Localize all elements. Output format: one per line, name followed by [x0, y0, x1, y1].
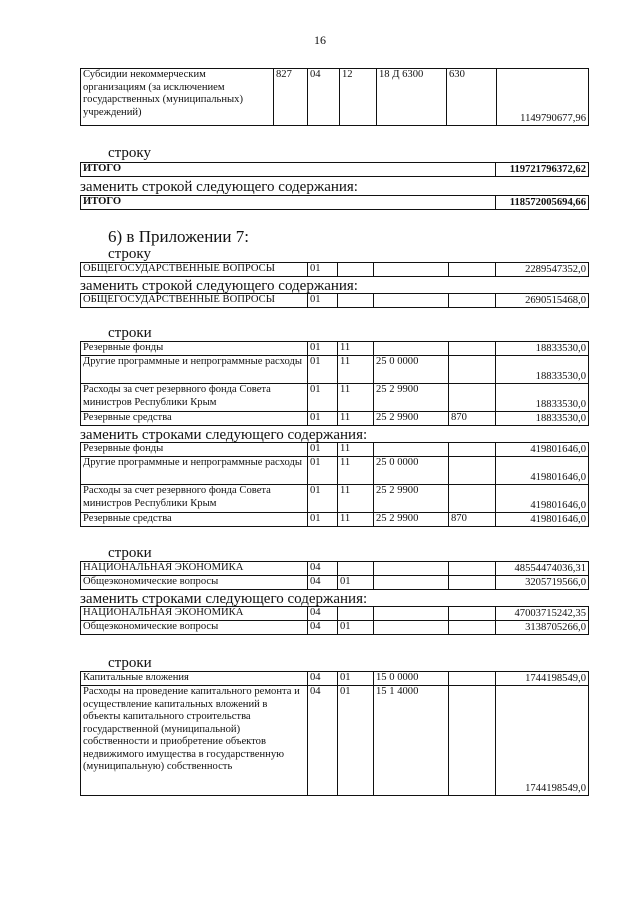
cell-c3: 25 0 0000	[374, 457, 449, 485]
cell-value: 119721796372,62	[496, 163, 589, 177]
row-name: Общеэкономические вопросы	[81, 621, 308, 635]
table-row	[81, 443, 589, 457]
top-table-section	[80, 68, 589, 126]
cell-c3: 15 0 0000	[374, 672, 449, 686]
row-name: ОБЩЕГОСУДАРСТВЕННЫЕ ВОПРОСЫ	[81, 294, 308, 308]
label-stroki: строки	[108, 655, 152, 671]
table-row	[81, 686, 589, 796]
cell-c1: 01	[308, 412, 338, 426]
cell-c2: 11	[338, 412, 374, 426]
cell-c3	[374, 576, 449, 590]
cell-value: 419801646,0	[496, 485, 589, 513]
row-name: НАЦИОНАЛЬНАЯ ЭКОНОМИКА	[81, 562, 308, 576]
label-stroki: строки	[108, 325, 152, 341]
cell-c1: 01	[308, 356, 338, 384]
appendix7-new-table	[80, 293, 589, 308]
appendix-heading: 6) в Приложении 7:	[108, 227, 249, 246]
cell-c1: 04	[308, 621, 338, 635]
table-row	[81, 69, 589, 126]
cell-c1: 04	[308, 576, 338, 590]
cell-c3: 25 2 9900	[374, 412, 449, 426]
cell-c2	[338, 294, 374, 308]
cell-value: 3138705266,0	[496, 621, 589, 635]
cell-c4: 18 Д 6300	[377, 69, 447, 126]
row-name: Капитальные вложения	[81, 672, 308, 686]
row-name: Субсидии некоммерческим организациям (за исключением государственных (муниципальных) учреждений)	[81, 69, 274, 126]
cell-c2: 11	[338, 443, 374, 457]
table-row	[81, 263, 589, 277]
cell-c4	[449, 672, 496, 686]
replace-label: заменить строками следующего содержания:	[80, 427, 368, 443]
cell-c4	[449, 562, 496, 576]
cell-c3	[374, 562, 449, 576]
itogo-section	[80, 146, 589, 210]
cell-c4	[449, 607, 496, 621]
label-stroku: строку	[108, 246, 151, 262]
cell-c1: 827	[274, 69, 308, 126]
cell-c4	[449, 384, 496, 412]
cell-value: 47003715242,35	[496, 607, 589, 621]
table-row	[81, 163, 589, 177]
cell-c4	[449, 443, 496, 457]
economy-new-table	[80, 606, 589, 635]
cell-c3	[374, 263, 449, 277]
appendix7-section	[80, 228, 589, 308]
table-row	[81, 196, 589, 210]
cell-c3	[374, 342, 449, 356]
cell-c1: 01	[308, 485, 338, 513]
cell-value: 419801646,0	[496, 457, 589, 485]
cell-value: 2289547352,0	[496, 263, 589, 277]
cell-c2: 11	[338, 342, 374, 356]
cell-value: 1744198549,0	[496, 686, 589, 796]
cell-c2	[338, 263, 374, 277]
reserve-new-table	[80, 442, 589, 527]
cell-c3	[374, 621, 449, 635]
itogo-old-table	[80, 162, 589, 177]
cell-c2	[338, 607, 374, 621]
cell-value: 419801646,0	[496, 443, 589, 457]
label-stroki: строки	[108, 545, 152, 561]
table-row	[81, 576, 589, 590]
row-name: Резервные средства	[81, 513, 308, 527]
capital-table	[80, 671, 589, 796]
cell-value: 18833530,0	[496, 384, 589, 412]
cell-c3: 25 0 0000	[374, 356, 449, 384]
cell-c4	[449, 263, 496, 277]
table-row	[81, 342, 589, 356]
cell-c3: 25 2 9900	[374, 384, 449, 412]
cell-c3	[374, 607, 449, 621]
cell-c2	[338, 562, 374, 576]
cell-c3: 12	[340, 69, 377, 126]
table-row	[81, 513, 589, 527]
cell-c2: 11	[338, 485, 374, 513]
row-name: Резервные фонды	[81, 342, 308, 356]
cell-value: 118572005694,66	[496, 196, 589, 210]
economy-section	[80, 546, 589, 635]
cell-c4	[449, 485, 496, 513]
cell-value: 18833530,0	[496, 412, 589, 426]
row-name: НАЦИОНАЛЬНАЯ ЭКОНОМИКА	[81, 607, 308, 621]
row-name: ОБЩЕГОСУДАРСТВЕННЫЕ ВОПРОСЫ	[81, 263, 308, 277]
table-row	[81, 672, 589, 686]
row-name: Расходы за счет резервного фонда Совета министров Республики Крым	[81, 384, 308, 412]
cell-c2: 11	[338, 457, 374, 485]
cell-c1: 01	[308, 342, 338, 356]
cell-c3: 15 1 4000	[374, 686, 449, 796]
cell-c3: 25 2 9900	[374, 513, 449, 527]
cell-c1: 04	[308, 672, 338, 686]
table-row	[81, 607, 589, 621]
cell-value: 18833530,0	[496, 356, 589, 384]
cell-c4	[449, 576, 496, 590]
cell-c1: 01	[308, 384, 338, 412]
cell-c2: 01	[338, 686, 374, 796]
cell-c1: 01	[308, 513, 338, 527]
cell-c2: 01	[338, 672, 374, 686]
cell-c1: 04	[308, 686, 338, 796]
table-row	[81, 356, 589, 384]
row-name: Общеэкономические вопросы	[81, 576, 308, 590]
cell-c4	[449, 342, 496, 356]
cell-c4	[449, 457, 496, 485]
cell-value: 3205719566,0	[496, 576, 589, 590]
page-number: 16	[314, 33, 326, 47]
replace-label: заменить строкой следующего содержания:	[80, 179, 358, 195]
replace-label: заменить строкой следующего содержания:	[80, 278, 358, 294]
cell-c5: 630	[447, 69, 497, 126]
capital-section	[80, 656, 589, 796]
cell-c2: 01	[338, 621, 374, 635]
table-row	[81, 562, 589, 576]
cell-c4	[449, 621, 496, 635]
cell-value: 1744198549,0	[496, 672, 589, 686]
table-row	[81, 384, 589, 412]
cell-c2: 11	[338, 356, 374, 384]
cell-c3	[374, 294, 449, 308]
cell-c1: 01	[308, 443, 338, 457]
cell-c4: 870	[449, 513, 496, 527]
cell-c1: 04	[308, 562, 338, 576]
cell-c2: 11	[338, 513, 374, 527]
table-row	[81, 457, 589, 485]
replace-label: заменить строками следующего содержания:	[80, 591, 368, 607]
cell-c4: 870	[449, 412, 496, 426]
row-name: Расходы на проведение капитального ремонта и осуществление капитальных вложений в объекты капитального строительства государственной (муниципальной) собственности и приобретение объектов недвижимого имущества в государственную (муниципальную) собственность	[81, 686, 308, 796]
row-name: Расходы за счет резервного фонда Совета министров Республики Крым	[81, 485, 308, 513]
cell-value: 419801646,0	[496, 513, 589, 527]
row-name: Резервные средства	[81, 412, 308, 426]
cell-c1: 04	[308, 607, 338, 621]
cell-c2: 01	[338, 576, 374, 590]
cell-c1: 01	[308, 263, 338, 277]
cell-c1: 01	[308, 457, 338, 485]
cell-c2: 04	[308, 69, 340, 126]
cell-value: 18833530,0	[496, 342, 589, 356]
cell-c3	[374, 443, 449, 457]
cell-c4	[449, 294, 496, 308]
cell-c2: 11	[338, 384, 374, 412]
cell-value: 1149790677,96	[497, 69, 589, 126]
cell-c1: 01	[308, 294, 338, 308]
table-row	[81, 294, 589, 308]
row-name: Резервные фонды	[81, 443, 308, 457]
top-table	[80, 68, 589, 126]
cell-c4	[449, 686, 496, 796]
row-name: Другие программные и непрограммные расходы	[81, 356, 308, 384]
appendix7-old-table	[80, 262, 589, 277]
row-name: Другие программные и непрограммные расходы	[81, 457, 308, 485]
table-row	[81, 412, 589, 426]
cell-c3: 25 2 9900	[374, 485, 449, 513]
cell-c4	[449, 356, 496, 384]
row-name: ИТОГО	[81, 163, 496, 177]
label-stroku: строку	[108, 145, 151, 161]
table-row	[81, 485, 589, 513]
economy-old-table	[80, 561, 589, 590]
table-row	[81, 621, 589, 635]
row-name: ИТОГО	[81, 196, 496, 210]
reserve-section	[80, 326, 589, 527]
cell-value: 2690515468,0	[496, 294, 589, 308]
cell-value: 48554474036,31	[496, 562, 589, 576]
reserve-old-table	[80, 341, 589, 426]
itogo-new-table	[80, 195, 589, 210]
